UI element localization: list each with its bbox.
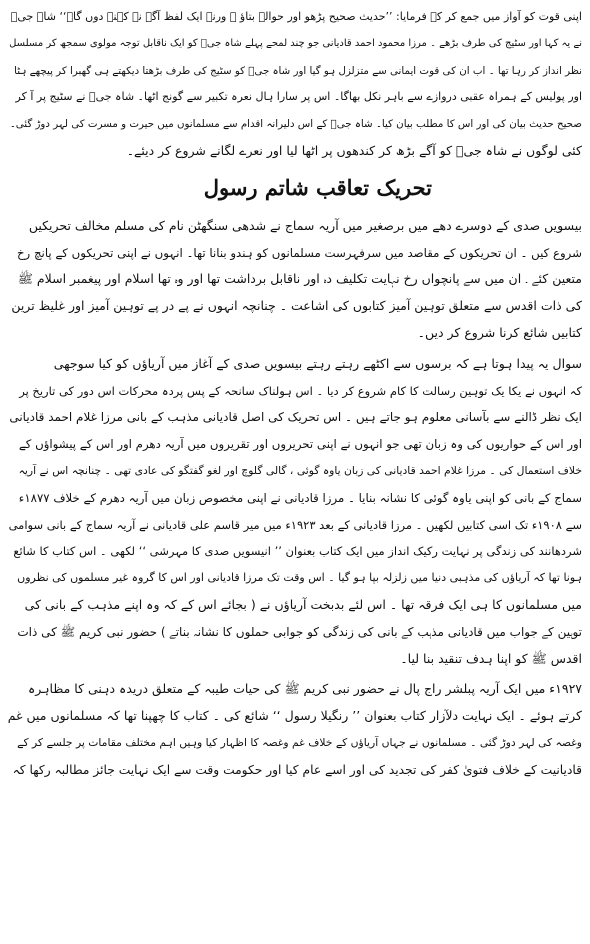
text-line: اقدس ﷺ کو اپنا ہدف تنقید بنا لیا۔ <box>400 650 582 666</box>
text-line: شردھانند کی زندگی پر نہایت رکیک انداز میں ایک کتاب بعنوان ’’ انیسویں صدی کا مہرشی ‘‘ لکھی ۔ اس کتاب کا شائع <box>13 544 582 559</box>
text-line: بیسویں صدی کے دوسرے دھے میں برصغیر میں آریہ سماج نے شدھی سنگھٹن نام کی مسلم مخالف تحریکیں <box>28 217 582 233</box>
text-line: کہ انہوں نے یکا یک توہین رسالت کا کام شروع کر دیا ۔ اس ہولناک سانحہ کے پس پردہ محرکات اس دور کی تاریخ پر <box>19 383 582 398</box>
text-line: کئی لوگوں نے شاہ جیؒ کو آگے بڑھ کر کندھوں پر اٹھا لیا اور نعرے لگانے شروع کر دیئے۔ <box>126 142 582 158</box>
text-line: میں مسلمانوں کا ہی ایک فرقہ تھا ۔ اس لئے بدبخت آریاؤں نے ( بجائے اس کے کہ وہ اپنے مذہب کے بانی کی <box>24 596 582 612</box>
text-line: نظر انداز کر رہا تھا ۔ اب ان کی قوت ایمانی سے متزلزل ہو گیا اور شاہ جیؒ کو سٹیج کی طرف بڑھتا دیکھتے ہی گھبرا کر پیچھے ہٹا <box>14 64 582 77</box>
text-line: اور اس کے حواریوں کی وہ زبان تھی جو انہوں نے اپنی تحریروں اور تقریروں میں آریہ دھرم اور اس کے پیشواؤں کے <box>18 437 582 452</box>
text-line: کی ذات اقدس سے متعلق توہین آمیز کتابوں کی اشاعت ۔ چنانچہ انہوں نے پے در پے توہین آمیز اور غلیظ ترین <box>11 298 582 314</box>
text-line: قادیانیت کے خلاف فتویٰ کفر کی تجدید کی اور اسے عام کیا اور حکومت وقت سے ایک نہایت جائز مطالبہ رکھا کہ <box>12 762 582 777</box>
text-line: سماج کے بانی کو اپنی یاوہ گوئی کا نشانہ بنایا ۔ مرزا قادیانی نے اپنی مخصوص زبان میں آریہ دھرم کے خلاف ۱۸۷۷ء <box>18 490 582 505</box>
text-line: ہونا تھا کہ آریاؤں کی مذہبی دنیا میں زلزلہ بپا ہو گیا ۔ اس وقت تک مرزا قادیانی اور اس کا گروہ غیر مسلموں کی نظروں <box>17 571 582 585</box>
text-line: اور پولیس کے ہمراہ عقبی دروازے سے باہر نکل بھاگا۔ اس پر سارا ہال نعرہ تکبیر سے گونج اٹھا۔ شاہ جیؒ نے سٹیج پر آ کر <box>15 90 582 104</box>
text-line: سوال یہ پیدا ہوتا ہے کہ برسوں سے اکٹھے رہتے رہتے بیسویں صدی کے آغاز میں آریاؤں کو کیا سوجھی <box>53 355 582 371</box>
text-line: توہین کے جواب میں قادیانی مذہب کے بانی کی زندگی کو جوابی حملوں کا نشانہ بناتے ) حضور نبی کریم ﷺ کی ذات <box>17 624 582 639</box>
text-line: ایک نظر ڈالنے سے بآسانی معلوم ہو جاتے ہیں ۔ اس تحریک کی اصل قادیانی مذہب کے بانی مرزا غلام احمد قادیانی <box>9 410 582 425</box>
text-line: شروع کیں ۔ ان تحریکوں کے مقاصد میں سرفہرست مسلمانوں کو ہندو بنانا تھا۔ انہوں نے اپنی تحریکوں کے پانچ رخ <box>16 245 582 260</box>
section1-paragraph <box>8 213 582 347</box>
text-line: کتابیں شائع کرنا شروع کر دیں۔ <box>417 324 582 340</box>
text-line: کرتے ہوئے ۔ ایک نہایت دلآزار کتاب بعنوان ’’ رنگیلا رسول ‘‘ شائع کی ۔ کتاب کا چھپنا تھا کہ مسلمانوں میں غم <box>8 708 582 724</box>
text-line: وغصہ کی لہر دوڑ گئی ۔ مسلمانوں نے جہاں آریاؤں کے خلاف غم وغصہ کا اظہار کیا وہیں اہم مختلف مقامات پر جلسے کر کے <box>17 735 582 749</box>
text-line: سے ۱۹۰۸ء تک اسی کتابیں لکھیں ۔ مرزا قادیانی کے بعد ۱۹۲۳ء میں میر قاسم علی قادیانی نے آریہ سماج کے بانی سوامی <box>8 517 582 532</box>
text-line: نے یہ کہا اور سٹیج کی طرف بڑھے ۔ مرزا محمود احمد قادیانی جو چند لمحے پہلے شاہ جیؒ کو ایک ناقابل توجہ مولوی سمجھ کر مسلسل <box>9 37 582 49</box>
text-line: ۱۹۲۷ء میں ایک آریہ پبلشر راج پال نے حضور نبی کریم ﷺ کی حیات طیبہ کے متعلق دریدہ دہنی کا مظاہرہ <box>27 681 582 697</box>
section-heading: تحریک تعاقب شاتم رسول <box>203 174 432 200</box>
text-line: خلاف استعمال کی ۔ مرزا غلام احمد قادیانی کی زبان یاوہ گوئی ، گالی گلوچ اور لغو گفتگو کی عادی تھی ۔ چنانچہ اس نے آریہ <box>18 463 582 477</box>
section3-paragraph <box>8 676 582 783</box>
section2-paragraph <box>8 351 582 673</box>
text-line: صحیح حدیث بیان کی اور اس کا مطلب بیان کیا۔ شاہ جیؒ کے اس دلیرانہ اقدام سے مسلمانوں میں حیرت و مسرت کی لہر دوڑ گئی۔ <box>9 118 582 131</box>
intro-paragraph <box>8 4 582 165</box>
text-line: اپنی قوت کو آواز میں جمع کر کے فرمایا: ’’حدیث صحیح پڑھو اور حوالہ بتاؤ ۔ ورنہ ایک لفظ آگے نہ کہنے دوں گا۔‘‘ شاہ جیؒ <box>10 10 582 23</box>
text-line: متعین کئے ۔ ان میں سے پانچواں رخ نہایت تکلیف دہ اور ناقابل برداشت تھا اور وہ تھا اسلام اور پیغمبر اسلام ﷺ <box>17 271 582 287</box>
